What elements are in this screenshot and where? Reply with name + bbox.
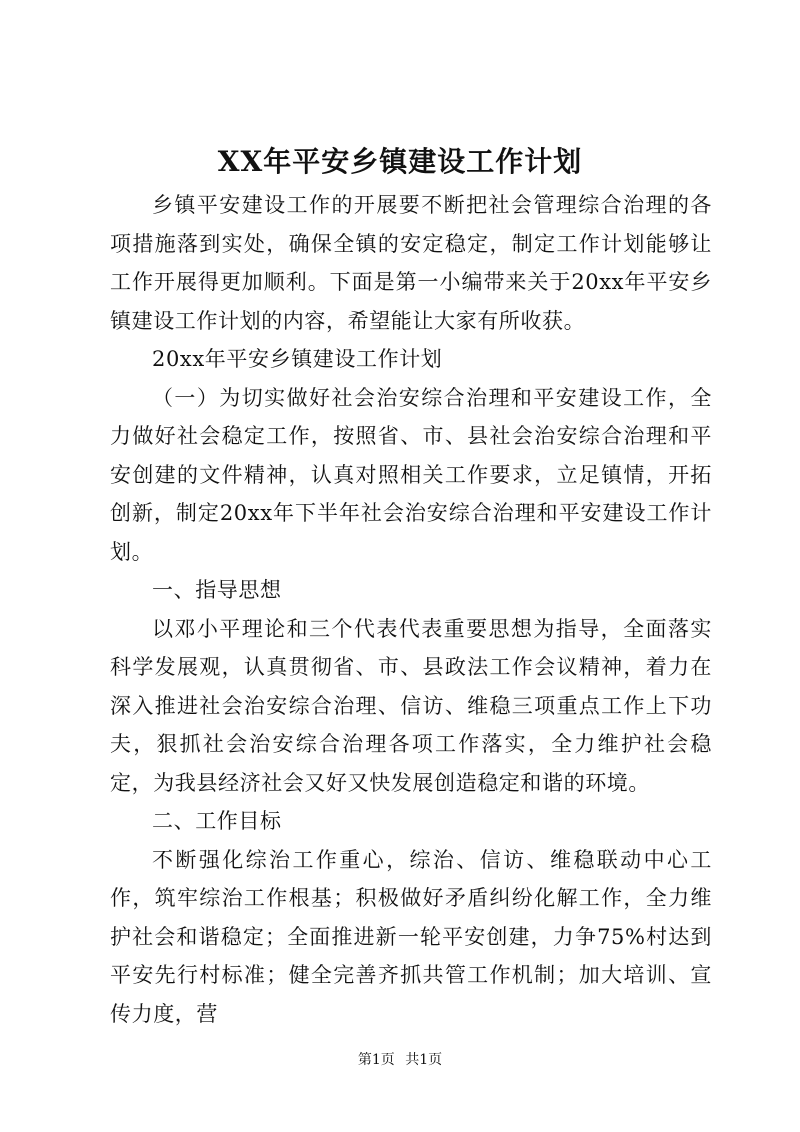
total-pages: 共1页 [405,1052,443,1068]
document-title: XX年平安乡镇建设工作计划 [217,145,583,178]
paragraph-intro: 乡镇平安建设工作的开展要不断把社会管理综合治理的各项措施落到实处，确保全镇的安定稳定，制定工作计划能够让工作开展得更加顺利。下面是第一小编带来关于20xx年平安乡镇建设工作计划的内容，希望能让大家有所收获。 [110,193,712,333]
page-number: 第1页 [357,1052,395,1068]
paragraph-subtitle: 20xx年平安乡镇建设工作计划 [152,347,443,371]
document-body [110,186,712,1033]
heading-work-goals: 二、工作目标 [152,809,282,833]
paragraph-guiding-ideology: 以邓小平理论和三个代表代表重要思想为指导，全面落实科学发展观，认真贯彻省、市、县政法工作会议精神，着力在深入推进社会治安综合治理、信访、维稳三项重点工作上下功夫，狠抓社会治安综合治理各项工作落实，全力维护社会稳定，为我县经济社会又好又快发展创造稳定和谐的环境。 [110,616,712,795]
page-footer [0,1050,800,1070]
heading-guiding-ideology: 一、指导思想 [152,578,282,602]
paragraph-work-goals: 不断强化综治工作重心，综治、信访、维稳联动中心工作，筑牢综治工作根基；积极做好矛盾纠纷化解工作，全力维护社会和谐稳定；全面推进新一轮平安创建，力争75%村达到平安先行村标准；健全完善齐抓共管工作机制；加大培训、宣传力度，营 [110,847,712,1026]
paragraph-section-one-intro: （一）为切实做好社会治安综合治理和平安建设工作，全力做好社会稳定工作，按照省、市、县社会治安综合治理和平安创建的文件精神，认真对照相关工作要求，立足镇情，开拓创新，制定20xx年下半年社会治安综合治理和平安建设工作计划。 [110,385,712,564]
